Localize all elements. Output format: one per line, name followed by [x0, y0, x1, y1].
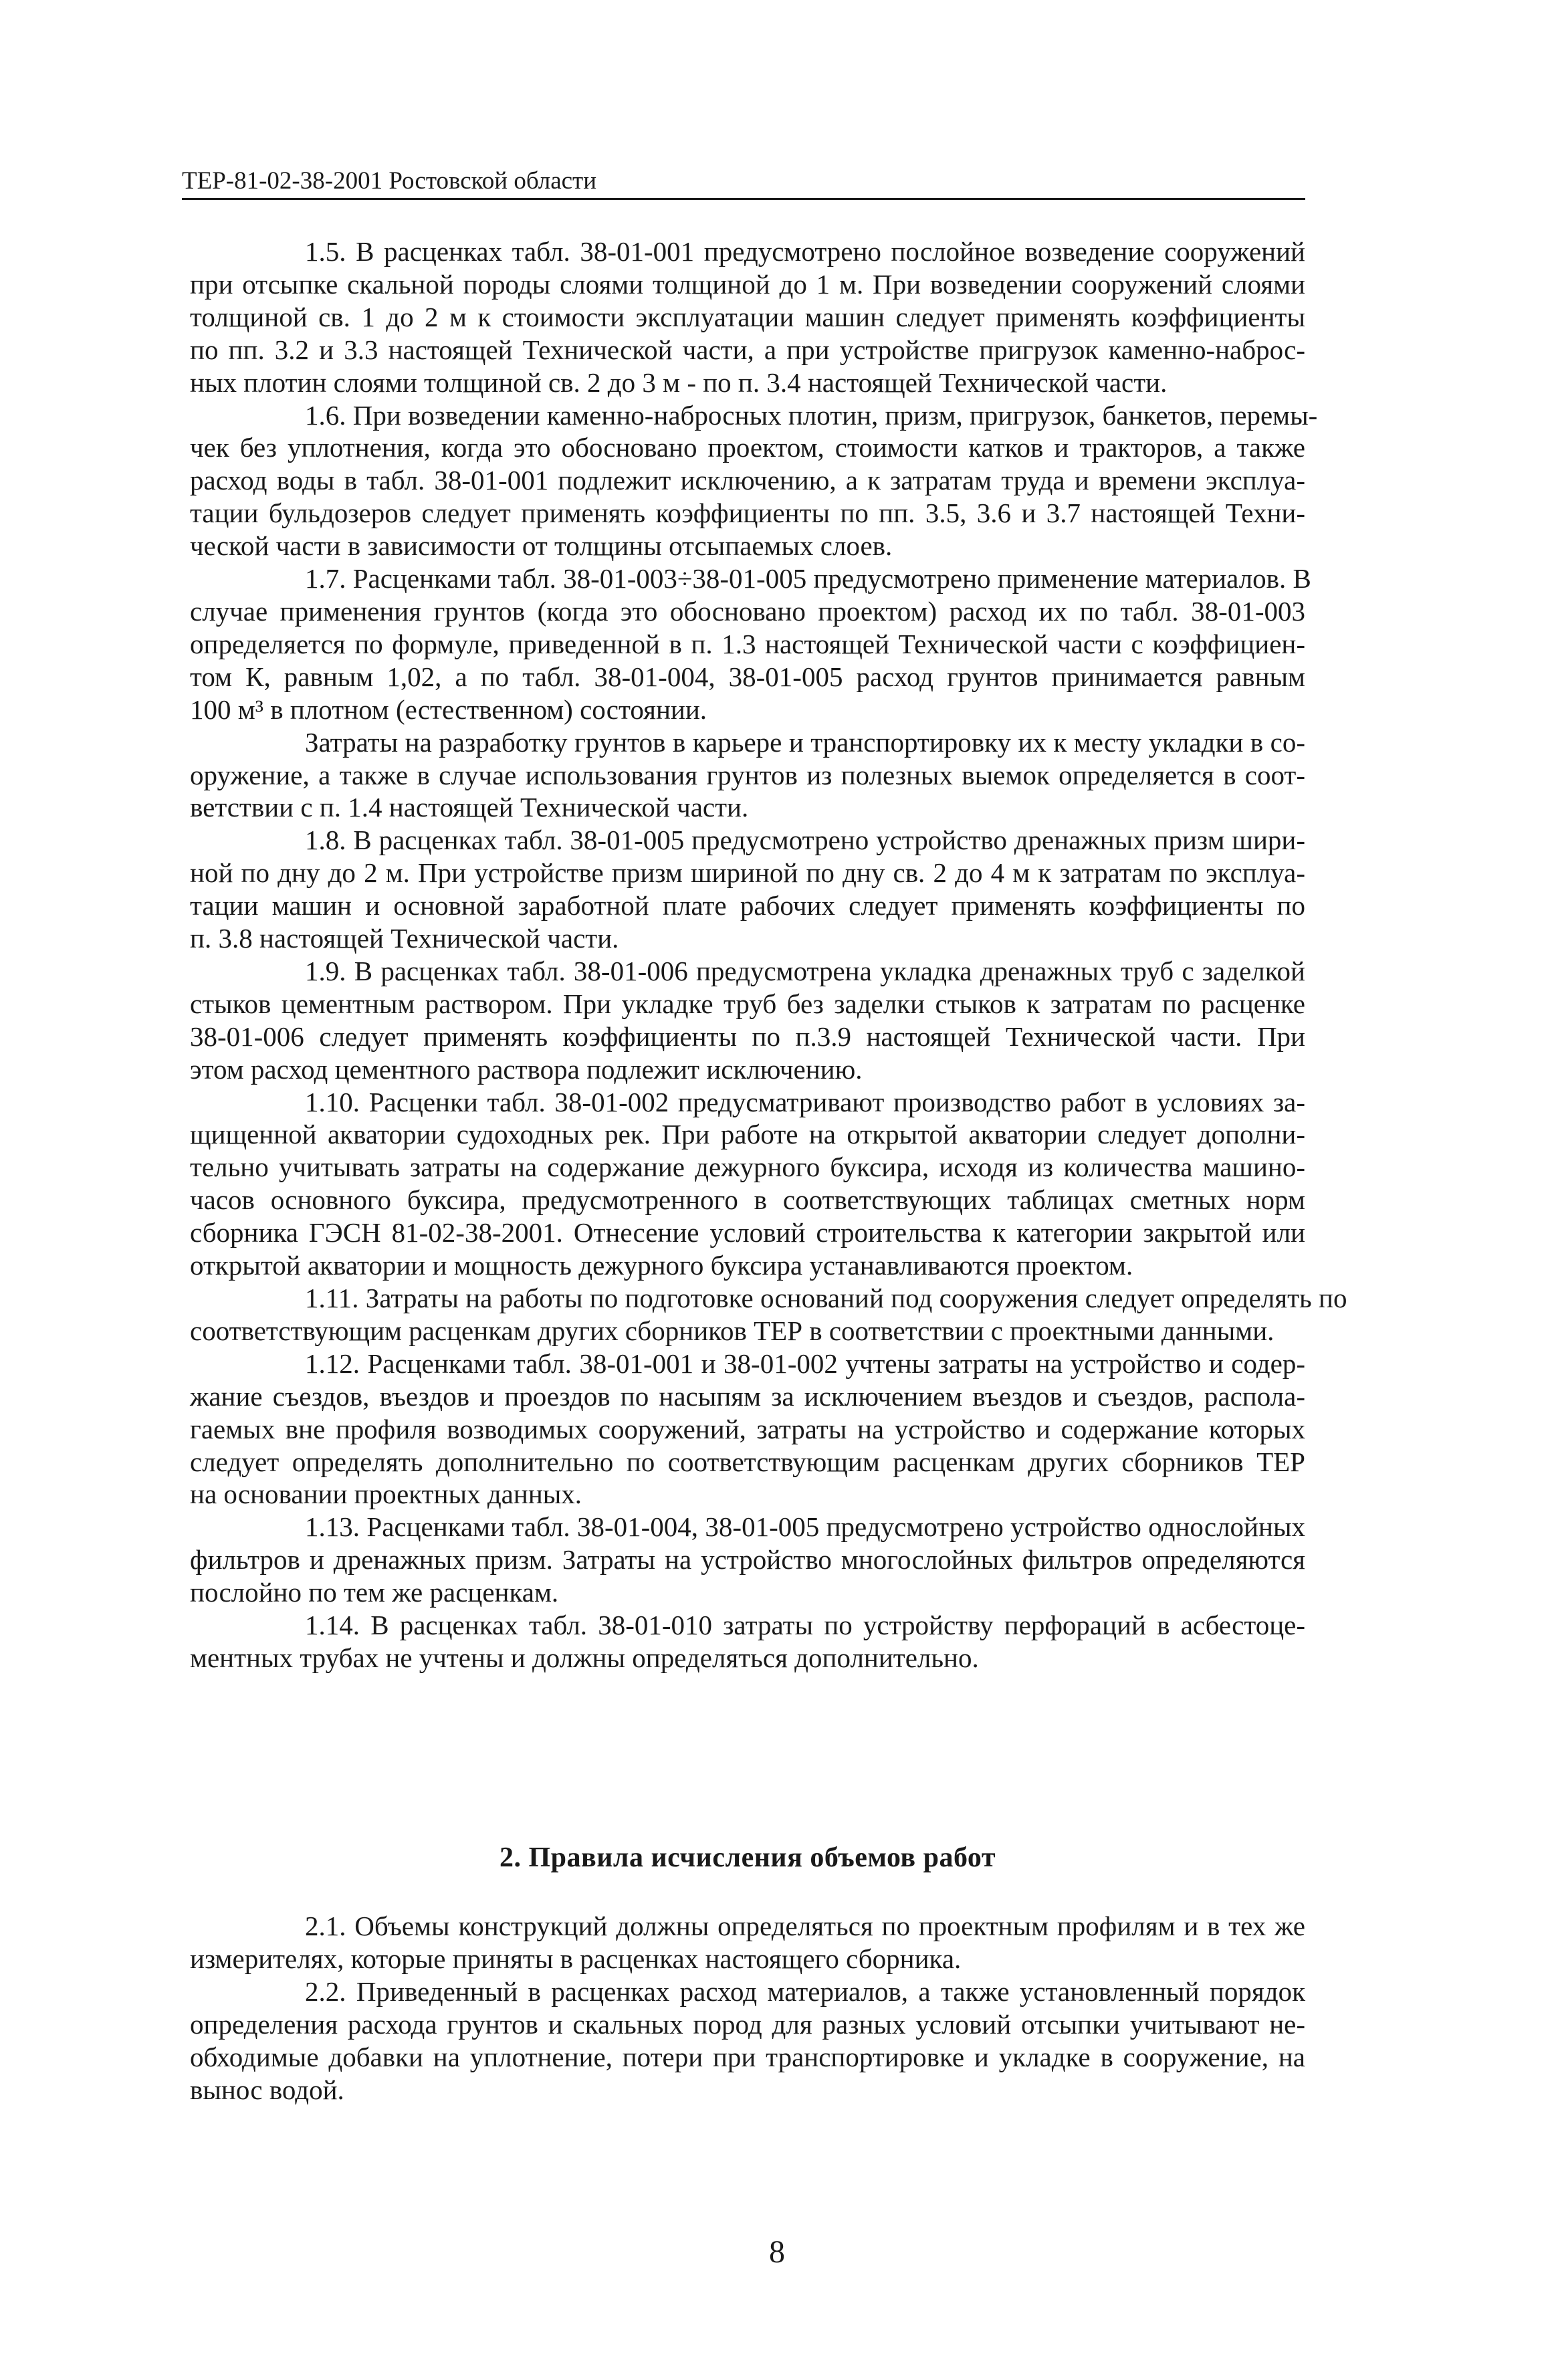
text-line: при отсыпке скальной породы слоями толщиной до 1 м. При возведении сооружений слоями [190, 268, 1305, 300]
paragraph [190, 1347, 1305, 1511]
text-line: 1.7. Расценками табл. 38-01-003÷38-01-005 предусмотрено применение материалов. В [305, 563, 1311, 594]
paragraph [190, 1511, 1305, 1609]
text-line: тации бульдозеров следует применять коэффициенты по пп. 3.5, 3.6 и 3.7 настоящей Техни- [190, 498, 1305, 529]
paragraph [190, 235, 1305, 399]
text-line: сборника ГЭСН 81-02-38-2001. Отнесение условий строительства к категории закрытой или [190, 1217, 1305, 1249]
text-line: стыков цементным раствором. При укладке труб без заделки стыков к затратам по расценке [190, 988, 1305, 1019]
text-line: тельно учитывать затраты на содержание дежурного буксира, исходя из количества машино- [190, 1152, 1305, 1183]
paragraph [190, 399, 1318, 563]
text-line: на основании проектных данных. [190, 1479, 582, 1510]
text-line: гаемых вне профиля возводимых сооружений, затраты на устройство и содержание которых [190, 1413, 1305, 1444]
text-line: Затраты на разработку грунтов в карьере и транспортировку их к месту укладки в со- [305, 726, 1305, 758]
text-line: чек без уплотнения, когда это обосновано проектом, стоимости катков и тракторов, а также [190, 432, 1305, 463]
text-line: ной по дну до 2 м. При устройстве призм шириной по дну св. 2 до 4 м к затратам по эксплуа- [190, 857, 1305, 889]
paragraph [190, 1086, 1305, 1282]
running-header: ТЕР-81-02-38-2001 Ростовской области [182, 166, 1305, 200]
text-line: 1.6. При возведении каменно-набросных плотин, призм, пригрузок, банкетов, перемы- [305, 399, 1318, 431]
paragraph [190, 1975, 1305, 2106]
text-line: п. 3.8 настоящей Технической части. [190, 923, 619, 954]
text-line: вынос водой. [190, 2074, 344, 2105]
text-line: 2.1. Объемы конструкций должны определяться по проектным профилям и в тех же [305, 1911, 1305, 1941]
text-line: 1.11. Затраты на работы по подготовке оснований под сооружения следует определять по [305, 1283, 1347, 1313]
text-line: 1.10. Расценки табл. 38-01-002 предусматривают производство работ в условиях за- [305, 1086, 1305, 1117]
paragraph [190, 1609, 1305, 1674]
text-line: соответствующим расценкам других сборников ТЕР в соответствии с проектными данными. [190, 1315, 1274, 1346]
text-line: измерителях, которые приняты в расценках настоящего сборника. [190, 1943, 962, 1974]
paragraph [190, 824, 1305, 955]
text-line: определяется по формуле, приведенной в п. 1.3 настоящей Технической части с коэффициен- [190, 628, 1305, 659]
text-line: ветствии с п. 1.4 настоящей Технической части. [190, 792, 749, 823]
paragraph [190, 955, 1305, 1086]
text-line: ческой части в зависимости от толщины отсыпаемых слоев. [190, 530, 893, 562]
section-2-title: 2. Правила исчисления объемов работ [500, 1842, 996, 1873]
section-2-body [190, 1910, 1305, 2106]
text-line: 1.9. В расценках табл. 38-01-006 предусмотрена укладка дренажных труб с заделкой [305, 955, 1305, 986]
text-line: оружение, а также в случае использования грунтов из полезных выемок определяется в соот- [190, 759, 1305, 790]
text-line: тации машин и основной заработной плате рабочих следует применять коэффициенты по [190, 890, 1305, 922]
text-line: расход воды в табл. 38-01-001 подлежит исключению, а к затратам труда и времени эксплуа- [190, 465, 1305, 496]
page-number: 8 [769, 2234, 785, 2270]
text-line: 2.2. Приведенный в расценках расход материалов, а также установленный порядок [305, 1975, 1305, 2007]
text-line: 100 м³ в плотном (естественном) состоянии. [190, 693, 707, 725]
text-line: определения расхода грунтов и скальных пород для разных условий отсыпки учитывают не- [190, 2008, 1305, 2040]
text-line: толщиной св. 1 до 2 м к стоимости эксплуатации машин следует применять коэффициенты [190, 301, 1305, 332]
text-line: ных плотин слоями толщиной св. 2 до 3 м - по п. 3.4 настоящей Технической части. [190, 366, 1168, 398]
text-line: обходимые добавки на уплотнение, потери при транспортировке и укладке в сооружение, на [190, 2041, 1305, 2072]
text-line: открытой акватории и мощность дежурного буксира устанавливаются проектом. [190, 1250, 1133, 1281]
text-line: ментных трубах не учтены и должны определяться дополнительно. [190, 1642, 979, 1673]
text-line: 1.13. Расценками табл. 38-01-004, 38-01-005 предусмотрено устройство однослойных [305, 1511, 1305, 1543]
text-line: часов основного буксира, предусмотренного в соответствующих таблицах сметных норм [190, 1184, 1305, 1216]
section-1-body [190, 235, 1347, 1674]
paragraph [190, 1910, 1305, 1975]
text-line: жание съездов, въездов и проездов по насыпям за исключением въездов и съездов, распола- [190, 1380, 1305, 1412]
text-line: 1.8. В расценках табл. 38-01-005 предусмотрено устройство дренажных призм шири- [305, 825, 1305, 856]
text-line: по пп. 3.2 и 3.3 настоящей Технической части, а при устройстве пригрузок каменно-наброс- [190, 334, 1305, 365]
paragraph [190, 1282, 1347, 1347]
text-line: 1.12. Расценками табл. 38-01-001 и 38-01-002 учтены затраты на устройство и содер- [305, 1347, 1305, 1379]
text-line: следует определять дополнительно по соответствующим расценкам других сборников ТЕР [190, 1446, 1305, 1477]
paragraph [190, 726, 1305, 825]
text-line: 1.5. В расценках табл. 38-01-001 предусмотрено послойное возведение сооружений [305, 236, 1305, 267]
text-line: 38-01-006 следует применять коэффициенты по п.3.9 настоящей Технической части. При [190, 1020, 1305, 1052]
text-line: этом расход цементного раствора подлежит исключению. [190, 1053, 863, 1085]
text-line: фильтров и дренажных призм. Затраты на устройство многослойных фильтров определяются [190, 1544, 1305, 1576]
text-line: 1.14. В расценках табл. 38-01-010 затраты по устройству перфораций в асбестоце- [305, 1610, 1305, 1641]
text-line: том К, равным 1,02, а по табл. 38-01-004, 38-01-005 расход грунтов принимается равным [190, 661, 1305, 692]
text-line: случае применения грунтов (когда это обосновано проектом) расход их по табл. 38-01-003 [190, 595, 1305, 627]
paragraph [190, 562, 1311, 726]
text-line: послойно по тем же расценкам. [190, 1577, 559, 1608]
text-line: щищенной акватории судоходных рек. При работе на открытой акватории следует дополни- [190, 1119, 1305, 1150]
